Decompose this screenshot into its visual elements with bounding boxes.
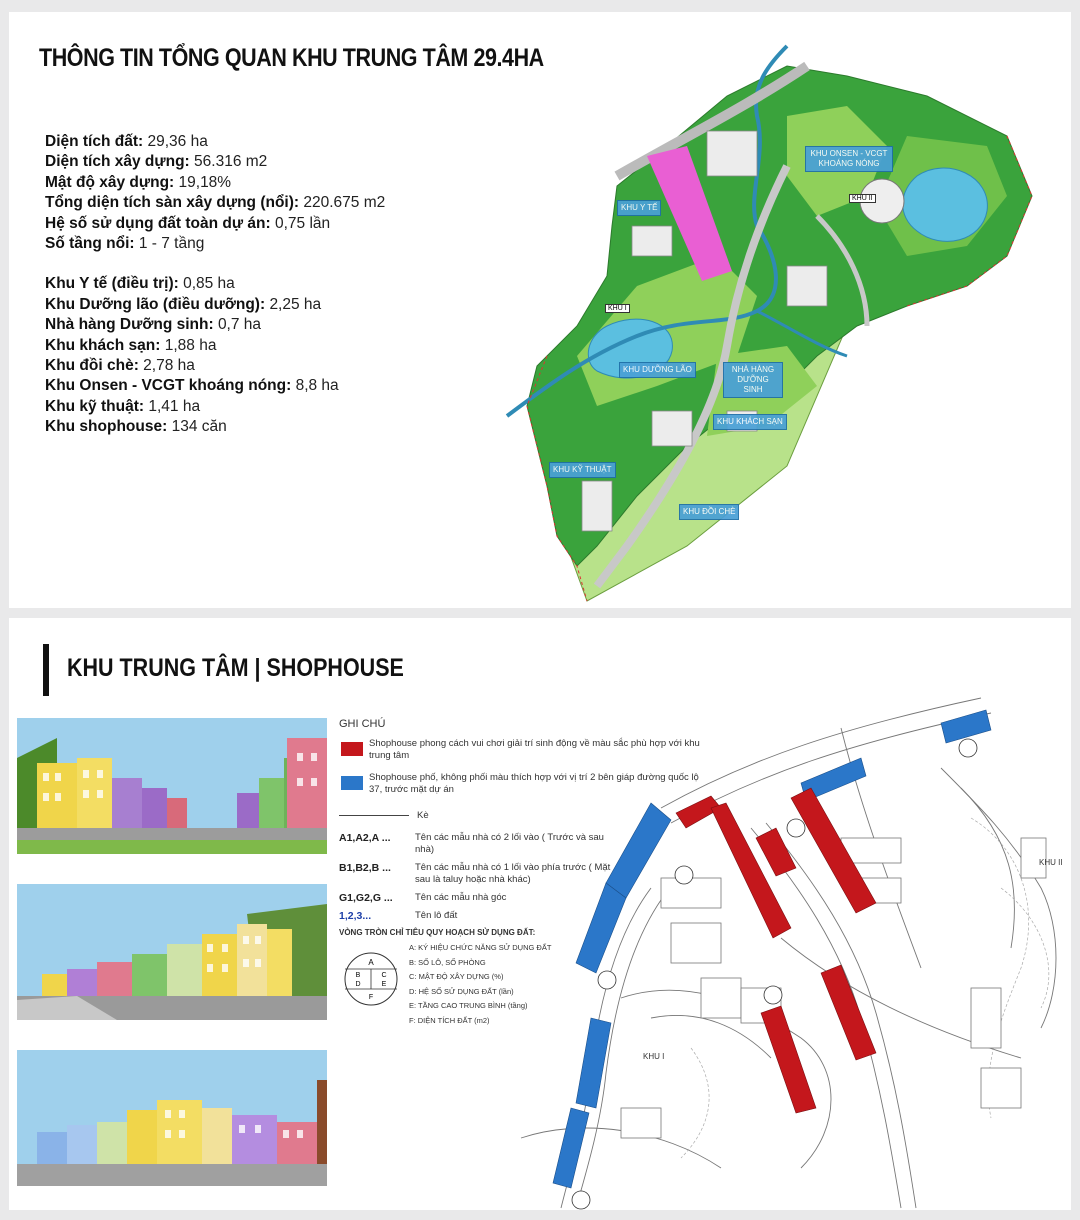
stat-row: Diện tích xây dựng: 56.316 m2 bbox=[45, 153, 268, 171]
zone-label-khachsan: KHU KHÁCH SẠN bbox=[713, 414, 787, 430]
plan-khu1-label: KHU I bbox=[643, 1052, 665, 1061]
ring-item: D: HỆ SỐ SỬ DỤNG ĐẤT (lần) bbox=[409, 986, 514, 996]
ring-letter-b: B bbox=[355, 972, 361, 979]
stat-row: Diện tích đất: 29,36 ha bbox=[45, 133, 208, 150]
ring-item: B: SỐ LÔ, SỐ PHÒNG bbox=[409, 957, 486, 967]
ring-item: C: MẬT ĐỘ XÂY DỰNG (%) bbox=[409, 972, 504, 981]
zone-row: Khu Onsen - VCGT khoáng nóng: 8,8 ha bbox=[45, 377, 339, 395]
ring-item: A: KÝ HIỆU CHỨC NĂNG SỬ DỤNG ĐẤT bbox=[409, 943, 552, 952]
title-accent-bar bbox=[43, 644, 49, 696]
ring-letter-a: A bbox=[368, 958, 374, 967]
ring-letter-c: C bbox=[381, 972, 387, 979]
zone-label-yte: KHU Y TẾ bbox=[617, 200, 661, 216]
stat-row: Mật độ xây dựng: 19,18% bbox=[45, 173, 232, 191]
shophouse-render-2 bbox=[17, 884, 327, 1020]
ring-title: VÒNG TRÒN CHỈ TIÊU QUY HOẠCH SỬ DỤNG ĐẤT: bbox=[339, 928, 536, 937]
legend-title: GHI CHÚ bbox=[339, 718, 386, 730]
zone-row: Khu Y tế (điều trị): 0,85 ha bbox=[45, 275, 235, 293]
stat-row: Hệ số sử dụng đất toàn dự án: 0,75 lần bbox=[45, 214, 331, 232]
red-swatch bbox=[341, 742, 363, 756]
shophouse-panel bbox=[9, 618, 1071, 1210]
zone-label-doiche: KHU ĐỒI CHÈ bbox=[679, 504, 739, 520]
master-plan-drawing bbox=[487, 26, 1047, 606]
zone-row: Nhà hàng Dưỡng sinh: 0,7 ha bbox=[45, 316, 262, 334]
ring-letter-e: E bbox=[381, 981, 387, 988]
zone-label-nhahang: NHÀ HÀNG DƯỠNG SINH bbox=[723, 362, 783, 398]
map-khu1-tag: KHU I bbox=[605, 304, 630, 313]
legend-blue-row: Shophouse phố, không phối màu thích hợp với vị trí 2 bên giáp đường quốc lộ 37, trước mặt dự án bbox=[339, 772, 709, 796]
site-plan-drawing bbox=[421, 688, 1071, 1210]
stat-row: Số tầng nổi: 1 - 7 tầng bbox=[45, 235, 205, 253]
zone-row: Khu khách sạn: 1,88 ha bbox=[45, 336, 217, 354]
overview-stats bbox=[45, 132, 385, 438]
code-row: A1,A2,A ... Tên các mẫu nhà có 2 lối vào ( Trước và sau nhà) bbox=[339, 832, 604, 855]
zone-label-duonglao: KHU DƯỠNG LÃO bbox=[619, 362, 696, 378]
zone-row: Khu đồi chè: 2,78 ha bbox=[45, 357, 195, 375]
zone-row: Khu Dưỡng lão (điều dưỡng): 2,25 ha bbox=[45, 295, 322, 313]
code-row: 1,2,3... Tên lô đất bbox=[339, 910, 458, 922]
master-plan-map bbox=[487, 26, 1047, 606]
code-row: G1,G2,G ... Tên các mẫu nhà góc bbox=[339, 892, 507, 904]
zone-label-onsen: KHU ONSEN - VCGT KHOÁNG NÓNG bbox=[805, 146, 893, 172]
shophouse-render-1 bbox=[17, 718, 327, 854]
ring-item: F: DIỆN TÍCH ĐẤT (m2) bbox=[409, 1015, 490, 1025]
zone-row: Khu shophouse: 134 căn bbox=[45, 418, 227, 436]
overview-panel bbox=[9, 12, 1071, 608]
ring-letter-d: D bbox=[355, 981, 361, 988]
zone-label-kythuat: KHU KỸ THUẬT bbox=[549, 462, 616, 478]
ring-item: E: TẦNG CAO TRUNG BÌNH (tầng) bbox=[409, 1001, 528, 1010]
code-row: B1,B2,B ... Tên các mẫu nhà có 1 lối vào phía trước ( Mặt sau là taluy hoặc nhà khác) bbox=[339, 862, 611, 885]
blue-swatch bbox=[341, 776, 363, 790]
stat-row: Tổng diện tích sàn xây dựng (nổi): 220.675 m2 bbox=[45, 194, 386, 212]
ring-diagram bbox=[343, 951, 399, 1007]
shophouse-site-plan bbox=[421, 688, 1071, 1210]
legend-red-row: Shophouse phong cách vui chơi giải trí sinh động về màu sắc phù hợp với khu trung tâm bbox=[339, 738, 709, 762]
ke-line bbox=[339, 815, 409, 816]
shophouse-render-3 bbox=[17, 1050, 327, 1186]
shophouse-title: KHU TRUNG TÂM | SHOPHOUSE bbox=[67, 654, 404, 682]
legend-ke-row: Kè bbox=[339, 810, 709, 822]
overview-title: THÔNG TIN TỔNG QUAN KHU TRUNG TÂM 29.4HA bbox=[39, 44, 544, 72]
zone-row: Khu kỹ thuật: 1,41 ha bbox=[45, 397, 201, 415]
map-khu2-tag: KHU II bbox=[849, 194, 876, 203]
ring-letter-f: F bbox=[368, 994, 374, 1001]
plan-khu2-label: KHU II bbox=[1039, 858, 1063, 867]
